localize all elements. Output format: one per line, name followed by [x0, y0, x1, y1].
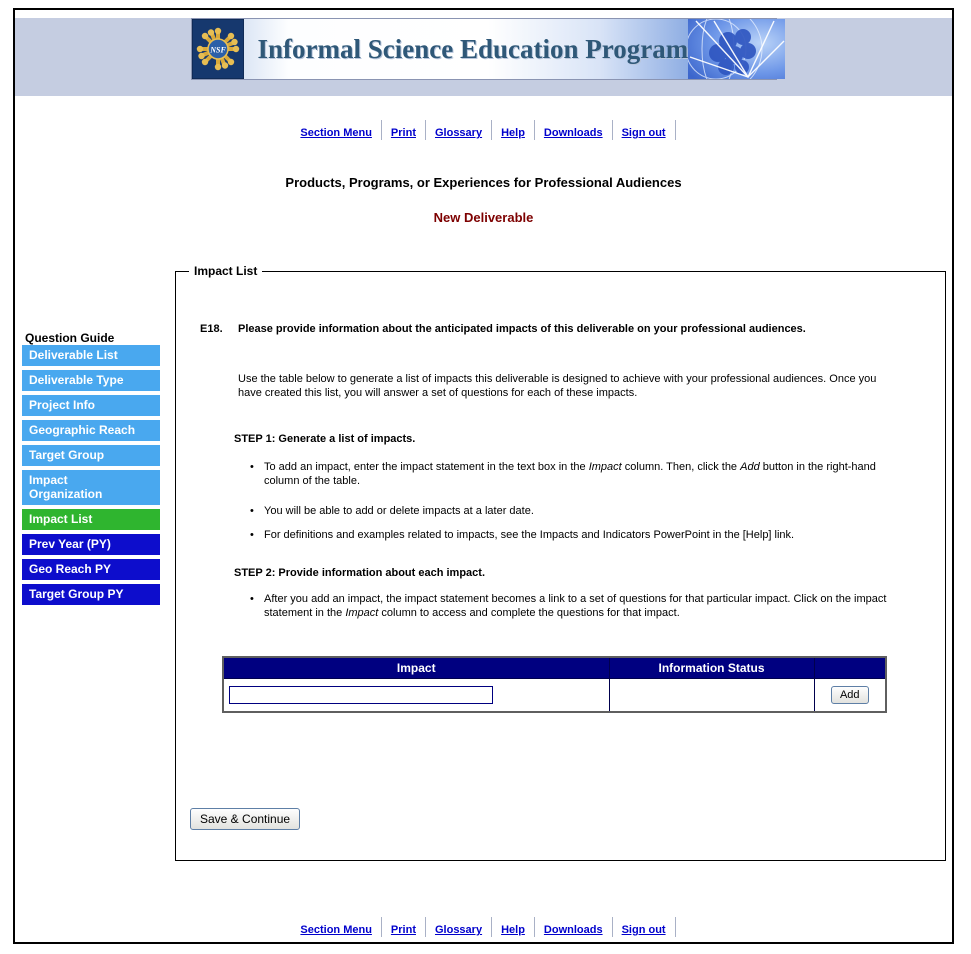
step1-bullet-1	[264, 460, 892, 488]
panel-legend: Impact List	[189, 264, 262, 278]
impact-input[interactable]	[229, 686, 493, 704]
step1-bullet-3: • For definitions and examples related to impacts, see the Impacts and Indicators PowerPoint in the [Help] link.	[264, 528, 892, 542]
page-frame	[13, 8, 954, 944]
bottom-nav	[15, 917, 952, 938]
header-band	[15, 18, 952, 96]
impact-table-header-row	[223, 657, 886, 678]
impact-table-row	[223, 678, 886, 712]
bullet-text: column. Then, click the	[621, 461, 741, 473]
nav-link-glossary[interactable]: Glossary	[434, 924, 483, 936]
impact-table	[222, 656, 887, 713]
nav-divider	[491, 917, 492, 937]
nav-divider	[425, 120, 426, 140]
impact-cell	[223, 678, 609, 712]
nav-divider	[534, 917, 535, 937]
sidebar-item-prev-year-py[interactable]: Prev Year (PY)	[22, 534, 160, 555]
bullet-text: button in the right-hand column of the table.	[264, 461, 876, 487]
sidebar-item-target-group-py[interactable]: Target Group PY	[22, 584, 160, 605]
bullet-text-italic: Impact	[345, 607, 379, 619]
information-status-column-header: Information Status	[609, 657, 814, 678]
save-and-continue-button[interactable]: Save & Continue	[190, 808, 300, 830]
sidebar-item-deliverable-type[interactable]: Deliverable Type	[22, 370, 160, 391]
step2-bullet-1	[264, 592, 900, 620]
question-guide-header: Question Guide	[25, 331, 115, 345]
bullet-text-italic: Add	[740, 461, 760, 473]
sidebar-item-impact-organization[interactable]: Impact Organization	[22, 470, 160, 505]
nav-divider	[425, 917, 426, 937]
nsf-logo-icon	[192, 19, 244, 79]
add-cell	[814, 678, 886, 712]
bullet-text: To add an impact, enter the impact statement in the text box in the	[264, 461, 589, 473]
banner-title: Informal Science Education Program	[244, 19, 689, 79]
nav-link-section-menu[interactable]: Section Menu	[300, 127, 372, 139]
question-text: Please provide information about the anticipated impacts of this deliverable on your professional audiences.	[238, 323, 806, 335]
sidebar-item-deliverable-list[interactable]: Deliverable List	[22, 345, 160, 366]
step2-heading: STEP 2: Provide information about each impact.	[234, 567, 486, 579]
bullet-text: column to access and complete the questions for that impact.	[378, 607, 680, 619]
impact-column-header: Impact	[223, 657, 609, 678]
question-number: E18.	[200, 323, 223, 335]
information-status-cell	[609, 678, 814, 712]
page-subtitle: New Deliverable	[433, 210, 534, 225]
bullet-text-italic: Impact	[588, 461, 622, 473]
nav-link-help[interactable]: Help	[501, 127, 525, 139]
sidebar-item-target-group[interactable]: Target Group	[22, 445, 160, 466]
nav-link-print[interactable]: Print	[390, 127, 416, 139]
bullet-text: After you add an impact, the impact statement becomes a link to a set of questions for that particular impact. Click on the impact statement in the	[264, 593, 887, 619]
nav-divider	[534, 120, 535, 140]
main-area	[15, 264, 952, 861]
nav-divider	[381, 917, 382, 937]
step1-bullet-2: • You will be able to add or delete impacts at a later date.	[264, 504, 892, 518]
nav-link-sign-out[interactable]: Sign out	[621, 127, 666, 139]
nav-divider	[491, 120, 492, 140]
nav-divider	[675, 917, 676, 937]
globe-graphic-icon	[688, 19, 785, 79]
step1-heading: STEP 1: Generate a list of impacts.	[234, 433, 416, 445]
nav-link-sign-out[interactable]: Sign out	[621, 924, 666, 936]
sidebar-item-impact-list[interactable]: Impact List	[22, 509, 160, 530]
nav-link-help[interactable]: Help	[501, 924, 525, 936]
sidebar-item-project-info[interactable]: Project Info	[22, 395, 160, 416]
nav-divider	[612, 120, 613, 140]
add-button[interactable]: Add	[831, 686, 869, 704]
nav-link-print[interactable]: Print	[390, 924, 416, 936]
nav-link-downloads[interactable]: Downloads	[543, 924, 603, 936]
question-e18	[200, 322, 929, 336]
page-title: Products, Programs, or Experiences for Professional Audiences	[285, 175, 682, 190]
sidebar-item-geographic-reach[interactable]: Geographic Reach	[22, 420, 160, 441]
nav-divider	[612, 917, 613, 937]
program-banner	[191, 18, 777, 80]
nav-link-section-menu[interactable]: Section Menu	[300, 924, 372, 936]
nav-divider	[381, 120, 382, 140]
question-guide-sidebar	[22, 345, 160, 609]
nsf-logo-text: NSF	[209, 45, 226, 55]
nav-divider	[675, 120, 676, 140]
sidebar-item-geo-reach-py[interactable]: Geo Reach PY	[22, 559, 160, 580]
nav-link-downloads[interactable]: Downloads	[543, 127, 603, 139]
intro-paragraph: Use the table below to generate a list of impacts this deliverable is designed to achieve with your professional audiences. Once you have created this list, you will answer a set of questions for each of these impacts.	[238, 373, 877, 399]
add-column-header	[814, 657, 886, 678]
nav-link-glossary[interactable]: Glossary	[434, 127, 483, 139]
top-nav	[15, 120, 952, 141]
impact-list-panel	[175, 264, 946, 861]
